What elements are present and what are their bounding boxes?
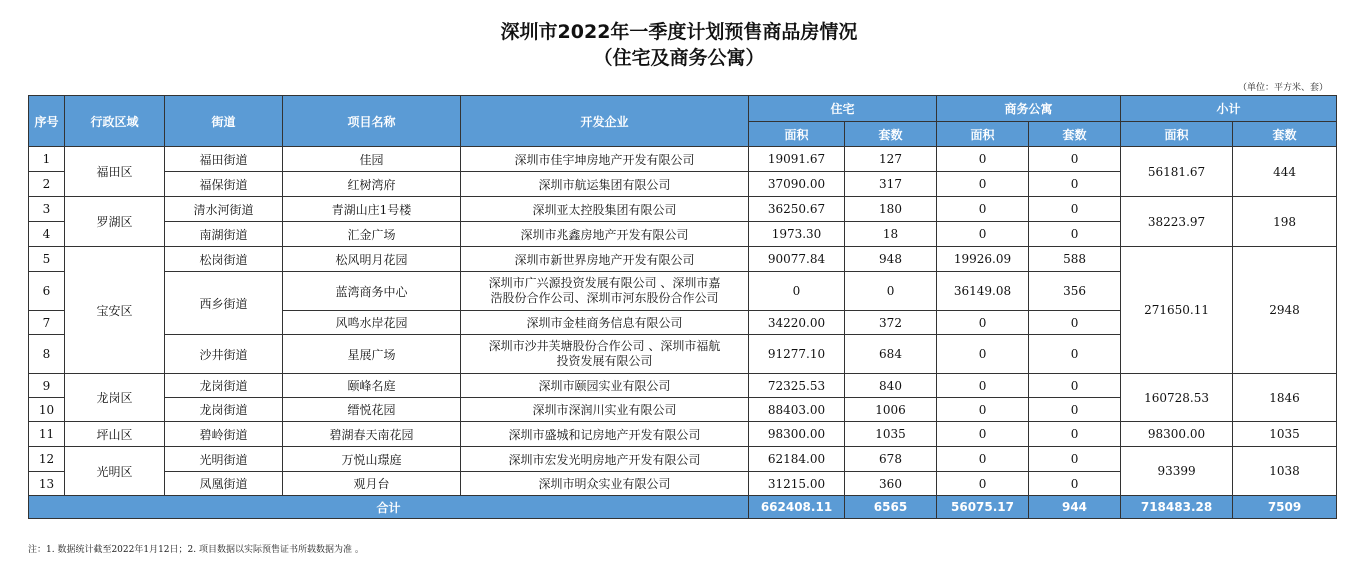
header-apartment: 商务公寓 — [937, 96, 1121, 122]
apt-units-cell: 0 — [1029, 197, 1121, 222]
header-residential: 住宅 — [749, 96, 937, 122]
developer-cell: 深圳市新世界房地产开发有限公司 — [461, 247, 749, 272]
apt-units-cell: 0 — [1029, 147, 1121, 172]
total-label: 合计 — [29, 496, 749, 519]
project-cell: 风鸣水岸花园 — [283, 311, 461, 335]
developer-cell: 深圳市兆鑫房地产开发有限公司 — [461, 222, 749, 247]
seq-cell: 5 — [29, 247, 65, 272]
subtotal-units-cell: 2948 — [1233, 247, 1337, 374]
total-res-area: 662408.11 — [749, 496, 845, 519]
seq-cell: 9 — [29, 374, 65, 398]
developer-line: 投资发展有限公司 — [556, 354, 653, 368]
apt-area-cell: 0 — [937, 222, 1029, 247]
project-cell: 万悦山璟庭 — [283, 447, 461, 472]
apt-units-cell: 0 — [1029, 398, 1121, 422]
header-seq: 序号 — [29, 96, 65, 147]
project-cell: 碧湖春天南花园 — [283, 422, 461, 447]
project-cell: 颐峰名庭 — [283, 374, 461, 398]
project-cell: 红树湾府 — [283, 172, 461, 197]
project-cell: 汇金广场 — [283, 222, 461, 247]
apt-units-cell: 0 — [1029, 311, 1121, 335]
table-row — [29, 374, 1337, 398]
apt-area-cell: 0 — [937, 311, 1029, 335]
district-cell: 龙岗区 — [65, 374, 165, 422]
district-cell: 罗湖区 — [65, 197, 165, 247]
res-units-cell: 1035 — [845, 422, 937, 447]
apt-units-cell: 0 — [1029, 447, 1121, 472]
developer-cell — [461, 335, 749, 374]
developer-cell: 深圳市明众实业有限公司 — [461, 472, 749, 496]
res-units-cell: 840 — [845, 374, 937, 398]
project-cell: 观月台 — [283, 472, 461, 496]
developer-line: 深圳市沙井芙塘股份合作公司 、深圳市福航 — [488, 339, 721, 353]
apt-area-cell: 0 — [937, 197, 1029, 222]
header-project: 项目名称 — [283, 96, 461, 147]
apt-area-cell: 0 — [937, 172, 1029, 197]
apt-units-cell: 356 — [1029, 272, 1121, 311]
res-area-cell: 91277.10 — [749, 335, 845, 374]
total-sub-area: 718483.28 — [1121, 496, 1233, 519]
presale-table — [28, 95, 1337, 519]
apt-area-cell: 19926.09 — [937, 247, 1029, 272]
street-cell: 光明街道 — [165, 447, 283, 472]
developer-cell: 深圳市深润川实业有限公司 — [461, 398, 749, 422]
developer-cell: 深圳市宏发光明房地产开发有限公司 — [461, 447, 749, 472]
apt-area-cell: 0 — [937, 422, 1029, 447]
developer-line: 浩股份合作公司、深圳市河东股份合作公司 — [490, 291, 719, 305]
developer-line: 深圳市广兴源投资发展有限公司 、深圳市嘉 — [488, 276, 721, 290]
apt-units-cell: 588 — [1029, 247, 1121, 272]
header-street: 街道 — [165, 96, 283, 147]
apt-units-cell: 0 — [1029, 335, 1121, 374]
street-cell: 碧岭街道 — [165, 422, 283, 447]
header-subtotal: 小计 — [1121, 96, 1337, 122]
res-area-cell: 0 — [749, 272, 845, 311]
apt-area-cell: 0 — [937, 447, 1029, 472]
res-area-cell: 31215.00 — [749, 472, 845, 496]
res-units-cell: 180 — [845, 197, 937, 222]
project-cell: 青湖山庄1号楼 — [283, 197, 461, 222]
res-units-cell: 360 — [845, 472, 937, 496]
street-cell: 西乡街道 — [165, 272, 283, 335]
header-res-area: 面积 — [749, 122, 845, 147]
res-area-cell: 98300.00 — [749, 422, 845, 447]
developer-cell: 深圳市盛城和记房地产开发有限公司 — [461, 422, 749, 447]
res-units-cell: 372 — [845, 311, 937, 335]
project-cell: 星展广场 — [283, 335, 461, 374]
apt-area-cell: 0 — [937, 472, 1029, 496]
apt-area-cell: 0 — [937, 398, 1029, 422]
developer-cell: 深圳市金桂商务信息有限公司 — [461, 311, 749, 335]
res-area-cell: 34220.00 — [749, 311, 845, 335]
seq-cell: 1 — [29, 147, 65, 172]
subtotal-units-cell: 198 — [1233, 197, 1337, 247]
street-cell: 松岗街道 — [165, 247, 283, 272]
seq-cell: 11 — [29, 422, 65, 447]
res-units-cell: 0 — [845, 272, 937, 311]
apt-area-cell: 0 — [937, 335, 1029, 374]
developer-cell — [461, 272, 749, 311]
seq-cell: 3 — [29, 197, 65, 222]
subtotal-area-cell: 160728.53 — [1121, 374, 1233, 422]
seq-cell: 6 — [29, 272, 65, 311]
district-cell: 坪山区 — [65, 422, 165, 447]
street-cell: 福田街道 — [165, 147, 283, 172]
total-row — [29, 496, 1337, 519]
district-cell: 宝安区 — [65, 247, 165, 374]
apt-area-cell: 36149.08 — [937, 272, 1029, 311]
subtotal-area-cell: 38223.97 — [1121, 197, 1233, 247]
project-cell: 蓝湾商务中心 — [283, 272, 461, 311]
res-units-cell: 18 — [845, 222, 937, 247]
footnote: 注：1. 数据统计截至2022年1月12日；2. 项目数据以实际预售证书所载数据为准 。 — [28, 545, 364, 555]
seq-cell: 13 — [29, 472, 65, 496]
project-cell: 缙悦花园 — [283, 398, 461, 422]
apt-area-cell: 0 — [937, 147, 1029, 172]
developer-cell: 深圳亚太控股集团有限公司 — [461, 197, 749, 222]
street-cell: 凤凰街道 — [165, 472, 283, 496]
res-units-cell: 948 — [845, 247, 937, 272]
res-area-cell: 1973.30 — [749, 222, 845, 247]
header-sub-units: 套数 — [1233, 122, 1337, 147]
street-cell: 清水河街道 — [165, 197, 283, 222]
seq-cell: 8 — [29, 335, 65, 374]
subtotal-area-cell: 56181.67 — [1121, 147, 1233, 197]
header-apt-area: 面积 — [937, 122, 1029, 147]
page-subtitle: （住宅及商务公寓） — [593, 47, 765, 69]
seq-cell: 12 — [29, 447, 65, 472]
developer-cell: 深圳市颐园实业有限公司 — [461, 374, 749, 398]
res-area-cell: 19091.67 — [749, 147, 845, 172]
subtotal-area-cell: 271650.11 — [1121, 247, 1233, 374]
street-cell: 福保街道 — [165, 172, 283, 197]
apt-units-cell: 0 — [1029, 222, 1121, 247]
developer-cell: 深圳市佳宇坤房地产开发有限公司 — [461, 147, 749, 172]
table-row — [29, 447, 1337, 472]
apt-area-cell: 0 — [937, 374, 1029, 398]
developer-cell: 深圳市航运集团有限公司 — [461, 172, 749, 197]
street-cell: 龙岗街道 — [165, 374, 283, 398]
seq-cell: 10 — [29, 398, 65, 422]
res-units-cell: 127 — [845, 147, 937, 172]
seq-cell: 4 — [29, 222, 65, 247]
res-area-cell: 62184.00 — [749, 447, 845, 472]
total-apt-units: 944 — [1029, 496, 1121, 519]
project-cell: 松风明月花园 — [283, 247, 461, 272]
apt-units-cell: 0 — [1029, 422, 1121, 447]
header-res-units: 套数 — [845, 122, 937, 147]
res-units-cell: 317 — [845, 172, 937, 197]
header-sub-area: 面积 — [1121, 122, 1233, 147]
res-area-cell: 37090.00 — [749, 172, 845, 197]
header-apt-units: 套数 — [1029, 122, 1121, 147]
apt-units-cell: 0 — [1029, 472, 1121, 496]
subtotal-area-cell: 98300.00 — [1121, 422, 1233, 447]
subtotal-area-cell: 93399 — [1121, 447, 1233, 496]
res-area-cell: 36250.67 — [749, 197, 845, 222]
seq-cell: 7 — [29, 311, 65, 335]
street-cell: 沙井街道 — [165, 335, 283, 374]
res-area-cell: 72325.53 — [749, 374, 845, 398]
subtotal-units-cell: 1038 — [1233, 447, 1337, 496]
header-district: 行政区域 — [65, 96, 165, 147]
apt-units-cell: 0 — [1029, 172, 1121, 197]
seq-cell: 2 — [29, 172, 65, 197]
res-units-cell: 684 — [845, 335, 937, 374]
district-cell: 光明区 — [65, 447, 165, 496]
district-cell: 福田区 — [65, 147, 165, 197]
street-cell: 龙岗街道 — [165, 398, 283, 422]
subtotal-units-cell: 1846 — [1233, 374, 1337, 422]
apt-units-cell: 0 — [1029, 374, 1121, 398]
res-area-cell: 90077.84 — [749, 247, 845, 272]
subtotal-units-cell: 1035 — [1233, 422, 1337, 447]
subtotal-units-cell: 444 — [1233, 147, 1337, 197]
total-apt-area: 56075.17 — [937, 496, 1029, 519]
header-developer: 开发企业 — [461, 96, 749, 147]
table-row — [29, 422, 1337, 447]
total-sub-units: 7509 — [1233, 496, 1337, 519]
res-units-cell: 1006 — [845, 398, 937, 422]
page-title: 深圳市2022年一季度计划预售商品房情况 — [500, 21, 858, 43]
res-units-cell: 678 — [845, 447, 937, 472]
total-res-units: 6565 — [845, 496, 937, 519]
project-cell: 佳园 — [283, 147, 461, 172]
street-cell: 南湖街道 — [165, 222, 283, 247]
table-row — [29, 247, 1337, 272]
res-area-cell: 88403.00 — [749, 398, 845, 422]
table-row — [29, 147, 1337, 172]
table-row — [29, 197, 1337, 222]
unit-label: （单位：平方米、套） — [1237, 83, 1328, 93]
